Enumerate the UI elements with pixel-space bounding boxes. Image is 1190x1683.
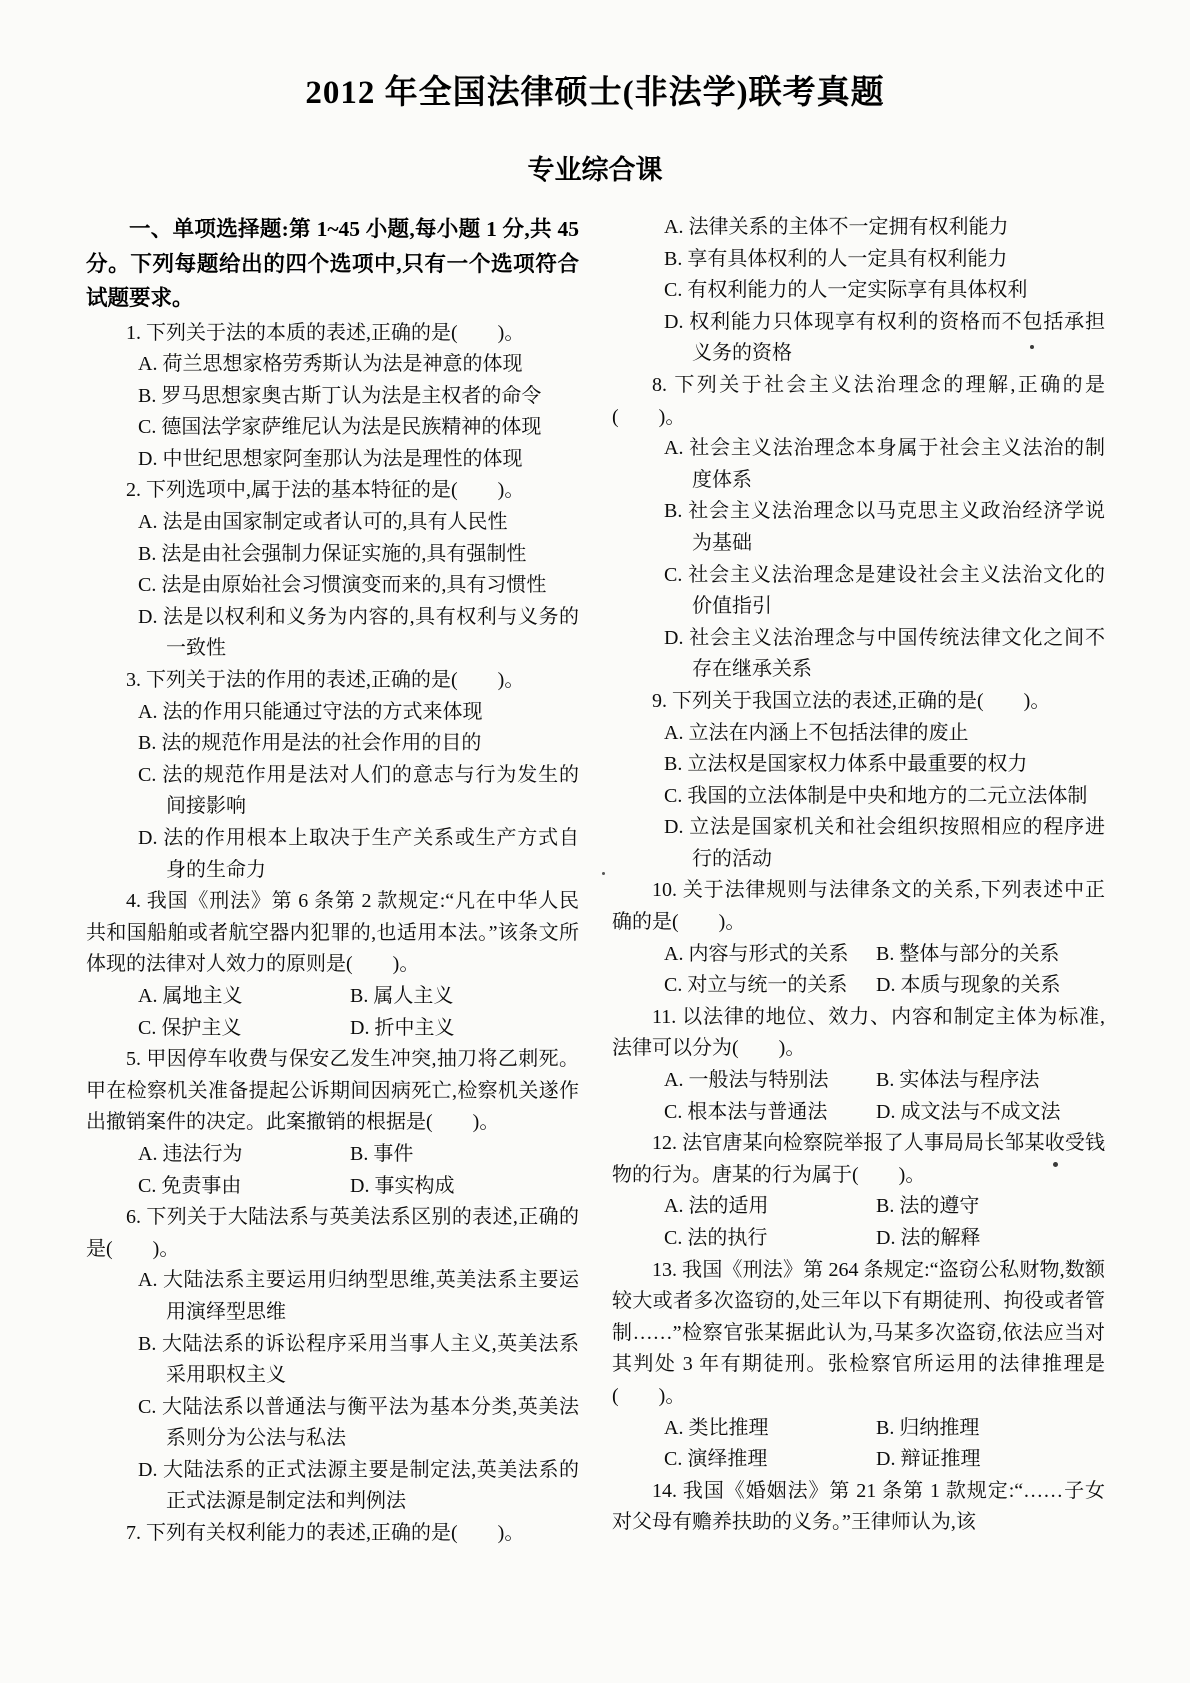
question-text: 8. 下列关于社会主义法治理念的理解,正确的是( )。 bbox=[612, 373, 1105, 428]
option-text: D. 权利能力只体现享有权利的资格而不包括承担义务的资格 bbox=[664, 310, 1105, 365]
question-text: 9. 下列关于我国立法的表述,正确的是( )。 bbox=[652, 689, 1051, 712]
option-text: C. 法的执行 bbox=[664, 1227, 768, 1249]
option-text: A. 法的作用只能通过守法的方式来体现 bbox=[138, 700, 483, 723]
option-text: D. 本质与现象的关系 bbox=[876, 974, 1061, 997]
option-text: A. 一般法与特别法 bbox=[664, 1069, 829, 1092]
option-pair bbox=[138, 981, 579, 1013]
option-pair bbox=[138, 1171, 579, 1203]
option-text: A. 荷兰思想家格劳秀斯认为法是神意的体现 bbox=[138, 353, 523, 376]
question-text: 13. 我国《刑法》第 264 条规定:“盗窃公私财物,数额较大或者多次盗窃的,处三年以下有期徒刑、拘役或者管制……”检察官张某据此认为,马某多次盗窃,依法应当对其判处 3 年有期徒刑。张检察官所运用的法律推理是( )。 bbox=[612, 1258, 1105, 1407]
option-pair bbox=[664, 1413, 1105, 1445]
scan-speck bbox=[602, 872, 605, 875]
option-text: A. 违法行为 bbox=[138, 1142, 243, 1165]
option-pair bbox=[138, 1139, 579, 1171]
option-text: A. 社会主义法治理念本身属于社会主义法治的制度体系 bbox=[664, 437, 1105, 491]
option-text: B. 享有具体权利的人一定具有权利能力 bbox=[664, 247, 1008, 270]
option-pair bbox=[138, 1013, 579, 1045]
option-text: B. 法是由社会强制力保证实施的,具有强制性 bbox=[138, 542, 527, 565]
option-text: B. 法的规范作用是法的社会作用的目的 bbox=[138, 732, 482, 755]
question-text: 10. 关于法律规则与法律条文的关系,下列表述中正确的是( )。 bbox=[612, 879, 1105, 934]
option-text: B. 归纳推理 bbox=[876, 1416, 980, 1439]
option-text: C. 对立与统一的关系 bbox=[664, 974, 848, 997]
question-text: 3. 下列关于法的作用的表述,正确的是( )。 bbox=[126, 669, 525, 692]
option-text: C. 保护主义 bbox=[138, 1016, 242, 1039]
option-text: B. 事件 bbox=[350, 1142, 414, 1165]
option-text: A. 法是由国家制定或者认可的,具有人民性 bbox=[138, 511, 508, 534]
option-text: C. 根本法与普通法 bbox=[664, 1100, 828, 1123]
option-text: B. 立法权是国家权力体系中最重要的权力 bbox=[664, 753, 1028, 776]
scan-speck bbox=[1030, 345, 1034, 349]
option-pair bbox=[664, 939, 1105, 971]
option-text: B. 社会主义法治理念以马克思主义政治经济学说为基础 bbox=[664, 500, 1105, 554]
option-pair bbox=[664, 1191, 1105, 1223]
option-text: C. 法的规范作用是法对人们的意志与行为发生的间接影响 bbox=[138, 763, 579, 818]
option-pair bbox=[664, 1097, 1105, 1129]
option-pair bbox=[664, 1065, 1105, 1097]
question-text: 12. 法官唐某向检察院举报了人事局局长邹某收受钱物的行为。唐某的行为属于( )。 bbox=[612, 1132, 1105, 1186]
option-text: D. 事实构成 bbox=[350, 1174, 455, 1197]
option-text: B. 整体与部分的关系 bbox=[876, 942, 1060, 965]
option-pair bbox=[664, 1444, 1105, 1476]
option-text: A. 属地主义 bbox=[138, 984, 243, 1007]
option-text: C. 德国法学家萨维尼认为法是民族精神的体现 bbox=[138, 416, 542, 439]
option-text: D. 立法是国家机关和社会组织按照相应的程序进行的活动 bbox=[664, 816, 1105, 870]
scan-speck bbox=[1053, 1162, 1058, 1167]
two-column-layout bbox=[0, 212, 1190, 1550]
option-text: B. 实体法与程序法 bbox=[876, 1069, 1040, 1092]
option-text: D. 大陆法系的正式法源主要是制定法,英美法系的正式法源是制定法和判例法 bbox=[138, 1458, 579, 1513]
option-text: D. 辩证推理 bbox=[876, 1448, 981, 1471]
left-column bbox=[86, 212, 579, 1550]
option-text: C. 社会主义法治理念是建设社会主义法治文化的价值指引 bbox=[664, 563, 1105, 618]
question-text: 5. 甲因停车收费与保安乙发生冲突,抽刀将乙刺死。甲在检察机关准备提起公诉期间因病死亡,检察机关遂作出撤销案件的决定。此案撤销的根据是( )。 bbox=[86, 1048, 579, 1134]
option-text: B. 法的遵守 bbox=[876, 1195, 980, 1218]
page-subtitle: 专业综合课 bbox=[527, 155, 663, 185]
option-text: A. 大陆法系主要运用归纳型思维,英美法系主要运用演绎型思维 bbox=[138, 1269, 579, 1323]
option-text: D. 中世纪思想家阿奎那认为法是理性的体现 bbox=[138, 447, 523, 470]
option-text: D. 成文法与不成文法 bbox=[876, 1100, 1061, 1123]
option-text: B. 大陆法系的诉讼程序采用当事人主义,英美法系采用职权主义 bbox=[138, 1332, 579, 1387]
option-text: C. 大陆法系以普通法与衡平法为基本分类,英美法系则分为公法与私法 bbox=[138, 1395, 579, 1450]
option-text: D. 社会主义法治理念与中国传统法律文化之间不存在继承关系 bbox=[664, 626, 1105, 681]
option-text: D. 法是以权利和义务为内容的,具有权利与义务的一致性 bbox=[138, 605, 579, 660]
option-text: B. 罗马思想家奥古斯丁认为法是主权者的命令 bbox=[138, 384, 542, 407]
option-pair bbox=[664, 970, 1105, 1002]
question-text: 11. 以法律的地位、效力、内容和制定主体为标准,法律可以分为( )。 bbox=[612, 1005, 1105, 1060]
question-text: 7. 下列有关权利能力的表述,正确的是( )。 bbox=[126, 1522, 525, 1545]
right-column bbox=[612, 212, 1105, 1550]
option-text: C. 我国的立法体制是中央和地方的二元立法体制 bbox=[664, 784, 1088, 807]
option-pair bbox=[664, 1223, 1105, 1255]
option-text: A. 立法在内涵上不包括法律的废止 bbox=[664, 721, 969, 744]
question-text: 6. 下列关于大陆法系与英美法系区别的表述,正确的是( )。 bbox=[86, 1206, 579, 1260]
option-text: A. 类比推理 bbox=[664, 1416, 769, 1439]
option-text: C. 法是由原始社会习惯演变而来的,具有习惯性 bbox=[138, 574, 547, 597]
question-text: 2. 下列选项中,属于法的基本特征的是( )。 bbox=[126, 479, 525, 502]
option-text: D. 折中主义 bbox=[350, 1016, 455, 1039]
section-heading: 一、单项选择题:第 1~45 小题,每小题 1 分,共 45 分。下列每题给出的四个选项中,只有一个选项符合试题要求。 bbox=[86, 217, 579, 310]
option-text: B. 属人主义 bbox=[350, 984, 454, 1007]
question-text: 14. 我国《婚姻法》第 21 条第 1 款规定:“……子女对父母有赡养扶助的义务。”王律师认为,该 bbox=[612, 1479, 1105, 1534]
page-title: 2012 年全国法律硕士(非法学)联考真题 bbox=[305, 75, 885, 111]
option-text: A. 内容与形式的关系 bbox=[664, 942, 849, 965]
question-text: 1. 下列关于法的本质的表述,正确的是( )。 bbox=[126, 321, 525, 344]
option-text: A. 法的适用 bbox=[664, 1195, 769, 1218]
option-text: D. 法的作用根本上取决于生产关系或生产方式自身的生命力 bbox=[138, 827, 579, 881]
option-text: C. 有权利能力的人一定实际享有具体权利 bbox=[664, 279, 1028, 302]
question-text: 4. 我国《刑法》第 6 条第 2 款规定:“凡在中华人民共和国船舶或者航空器内犯罪的,也适用本法。”该条文所体现的法律对人效力的原则是( )。 bbox=[86, 890, 579, 976]
option-text: D. 法的解释 bbox=[876, 1227, 981, 1249]
option-text: A. 法律关系的主体不一定拥有权利能力 bbox=[664, 216, 1009, 238]
option-text: C. 免责事由 bbox=[138, 1174, 242, 1197]
option-text: C. 演绎推理 bbox=[664, 1448, 768, 1471]
